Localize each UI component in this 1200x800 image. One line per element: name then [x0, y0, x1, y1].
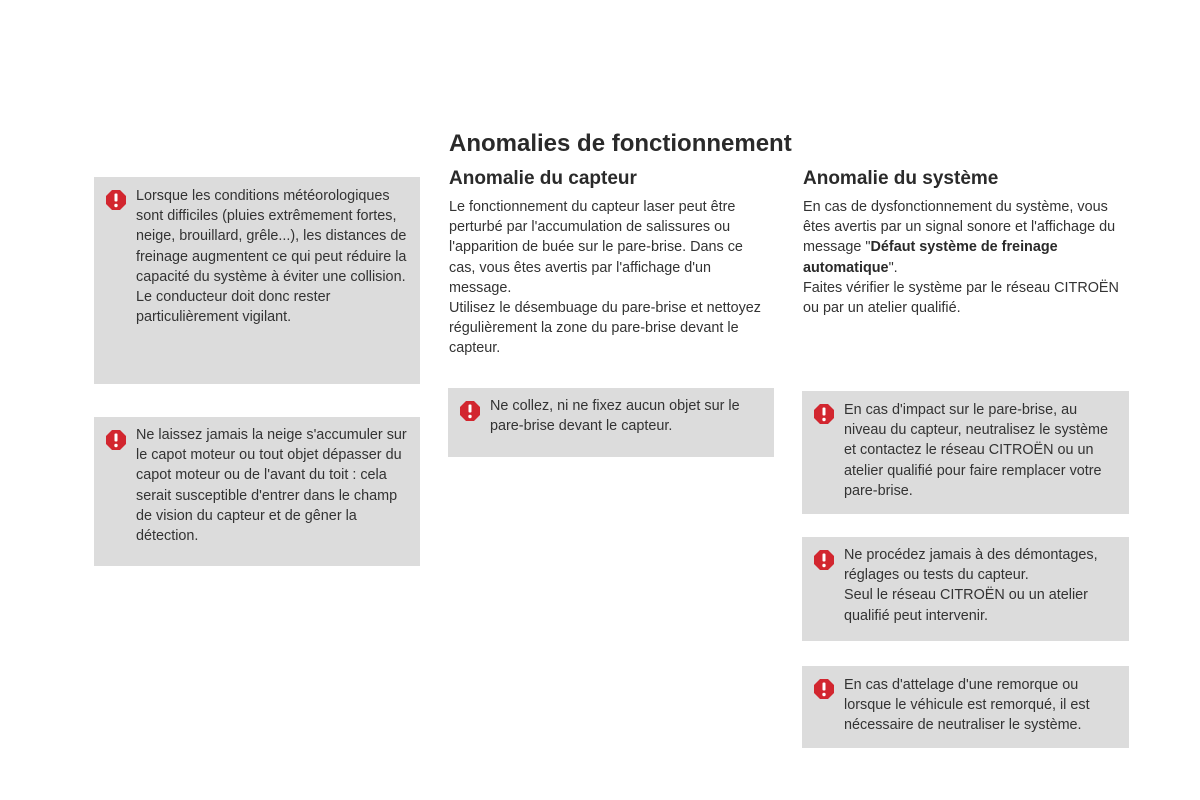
warning-text-impact: En cas d'impact sur le pare-brise, au niveau du capteur, neutralisez le système et contactez le réseau CITROËN ou un atelier qualifié pour faire remplacer votre pare-brise.: [844, 402, 1108, 499]
warning-exclamation-icon: [106, 190, 126, 210]
sensor-anomaly-heading: Anomalie du capteur: [449, 168, 637, 189]
warning-box-weather: [94, 177, 420, 384]
warning-text-sensor: Ne collez, ni ne fixez aucun objet sur le pare-brise devant le capteur.: [490, 398, 740, 435]
system-paragraph: En cas de dysfonctionnement du système, vous êtes avertis par un signal sonore et l'affichage du message "Défaut système de freinage automatique".: [803, 199, 1116, 276]
warning-text-vigilance: Le conducteur doit donc rester particulièrement vigilant.: [136, 289, 331, 326]
warning-text-weather: Lorsque les conditions météorologiques sont difficiles (pluies extrêmement fortes, neige, brouillard, grêle...), les distances de freinage augmentent ce qui peut réduire la capacité du système à éviter une collision.: [136, 188, 407, 285]
system-anomaly-heading: Anomalie du système: [803, 168, 999, 189]
sensor-anomaly-text: [449, 197, 769, 359]
warning-exclamation-icon: [460, 401, 480, 421]
warning-text-dismantle: Ne procédez jamais à des démontages, réglages ou tests du capteur.: [844, 547, 1098, 584]
warning-box-impact: [802, 391, 1129, 514]
warning-exclamation-icon: [814, 550, 834, 570]
warning-exclamation-icon: [814, 404, 834, 424]
warning-exclamation-icon: [106, 430, 126, 450]
warning-text-qualified: Seul le réseau CITROËN ou un atelier qualifié peut intervenir.: [844, 587, 1088, 624]
system-paragraph: Faites vérifier le système par le réseau CITROËN ou par un atelier qualifié.: [803, 279, 1119, 317]
sensor-paragraph: Utilisez le désembuage du pare-brise et nettoyez régulièrement la zone du pare-brise devant le capteur.: [449, 300, 761, 357]
warning-box-snow: [94, 417, 420, 566]
system-anomaly-text: [803, 197, 1133, 318]
warning-exclamation-icon: [814, 679, 834, 699]
warning-text-towing: En cas d'attelage d'une remorque ou lorsque le véhicule est remorqué, il est nécessaire de neutraliser le système.: [844, 677, 1090, 734]
page-title: Anomalies de fonctionnement: [449, 130, 792, 157]
system-message-bold: Défaut système de freinage automatique: [803, 239, 1058, 276]
sensor-paragraph: Le fonctionnement du capteur laser peut être perturbé par l'accumulation de salissures ou l'apparition de buée sur le pare-brise. Dans ce cas, vous êtes avertis par l'affichage d'un message.: [449, 199, 743, 296]
warning-text-snow: Ne laissez jamais la neige s'accumuler sur le capot moteur ou tout objet dépasser du capot moteur ou de l'avant du toit : cela serait susceptible d'entrer dans le champ de vision du capteur et de gêner la détection.: [136, 427, 407, 545]
warning-box-dismantle: [802, 537, 1129, 641]
warning-box-sensor: [448, 388, 774, 457]
warning-box-towing: [802, 666, 1129, 748]
